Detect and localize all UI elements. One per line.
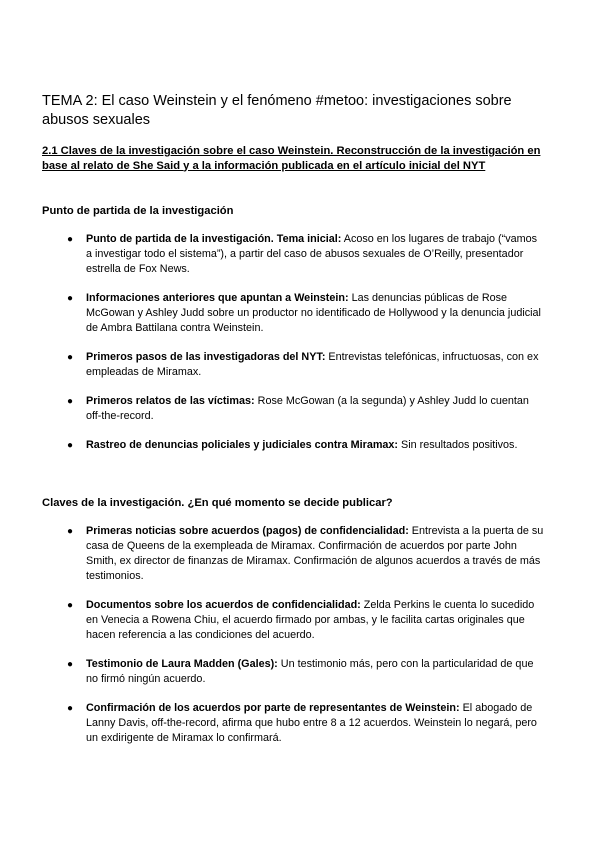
list-item: [67, 232, 545, 277]
item-text: Las denuncias públicas de Rose McGowan y Ashley Judd sobre un productor no identificado de Hollywood y la denuncia judicial de Ambra Battilana contra Weinstein.: [86, 292, 541, 334]
item-text: Entrevistas telefónicas, infructuosas, con ex empleadas de Miramax.: [86, 351, 539, 378]
item-bold-label: Primeros relatos de las víctimas:: [86, 395, 255, 407]
list-item: [67, 598, 545, 643]
item-text: Zelda Perkins le cuenta lo sucedido en Venecia a Rowena Chiu, el acuerdo firmado por ambas, y le facilita cartas originales que hacen referencia a las condiciones del acuerdo.: [86, 599, 535, 641]
item-bold-label: Rastreo de denuncias policiales y judiciales contra Miramax:: [86, 439, 399, 451]
bullet-icon: ●: [67, 234, 74, 245]
list-item: [67, 350, 545, 380]
list-item: [67, 291, 545, 336]
bullet-icon: ●: [67, 659, 74, 670]
item-text: Entrevista a la puerta de su casa de Queens de la exempleada de Miramax. Confirmación de acuerdos por parte John Smith, ex director de finanzas de Miramax. Confirmación de algunos acuerdos a través de más testimonios.: [86, 525, 544, 582]
item-bold-label: Primeras noticias sobre acuerdos (pagos) de confidencialidad:: [86, 525, 409, 537]
item-bold-label: Informaciones anteriores que apuntan a Weinstein:: [86, 292, 349, 304]
page-title: TEMA 2: El caso Weinstein y el fenómeno #metoo: investigaciones sobre abusos sexuales: [42, 93, 512, 128]
section-subheading: 2.1 Claves de la investigación sobre el caso Weinstein. Reconstrucción de la investigación en base al relato de She Said y a la información publicada en el artículo inicial del NYT: [42, 145, 541, 172]
section-heading-punto-de-partida: Punto de partida de la investigación: [42, 205, 234, 217]
item-bold-label: Primeros pasos de las investigadoras del NYT:: [86, 351, 326, 363]
item-text: Sin resultados positivos.: [398, 439, 518, 451]
bullet-icon: ●: [67, 352, 74, 363]
list-item: [67, 524, 545, 584]
item-text: Rose McGowan (a la segunda) y Ashley Judd lo cuentan off-the-record.: [86, 395, 529, 422]
item-text: Un testimonio más, pero con la particularidad de que no firmó ningún acuerdo.: [86, 658, 534, 685]
bullet-list-claves: [67, 524, 545, 746]
section-heading-claves: Claves de la investigación. ¿En qué momento se decide publicar?: [42, 497, 393, 509]
item-text: Acoso en los lugares de trabajo (“vamos a investigar todo el sistema”), a partir del caso de abusos sexuales de O’Reilly, presentador estrella de Fox News.: [86, 233, 538, 275]
bullet-icon: ●: [67, 396, 74, 407]
list-item: [67, 438, 545, 453]
bullet-icon: ●: [67, 293, 74, 304]
list-item: [67, 657, 545, 687]
bullet-icon: ●: [67, 703, 74, 714]
bullet-icon: ●: [67, 526, 74, 537]
list-item: [67, 701, 545, 746]
item-text: El abogado de Lanny Davis, off-the-record, afirma que hubo entre 8 a 12 acuerdos. Weinstein lo negará, pero un exdirigente de Miramax lo confirmará.: [86, 702, 537, 744]
list-item: [67, 394, 545, 424]
bullet-list-punto-de-partida: [67, 232, 545, 453]
bullet-icon: ●: [67, 600, 74, 611]
bullet-icon: ●: [67, 440, 74, 451]
item-bold-label: Punto de partida de la investigación. Tema inicial:: [86, 233, 342, 245]
item-bold-label: Documentos sobre los acuerdos de confidencialidad:: [86, 599, 361, 611]
item-bold-label: Confirmación de los acuerdos por parte de representantes de Weinstein:: [86, 702, 460, 714]
item-bold-label: Testimonio de Laura Madden (Gales):: [86, 658, 278, 670]
